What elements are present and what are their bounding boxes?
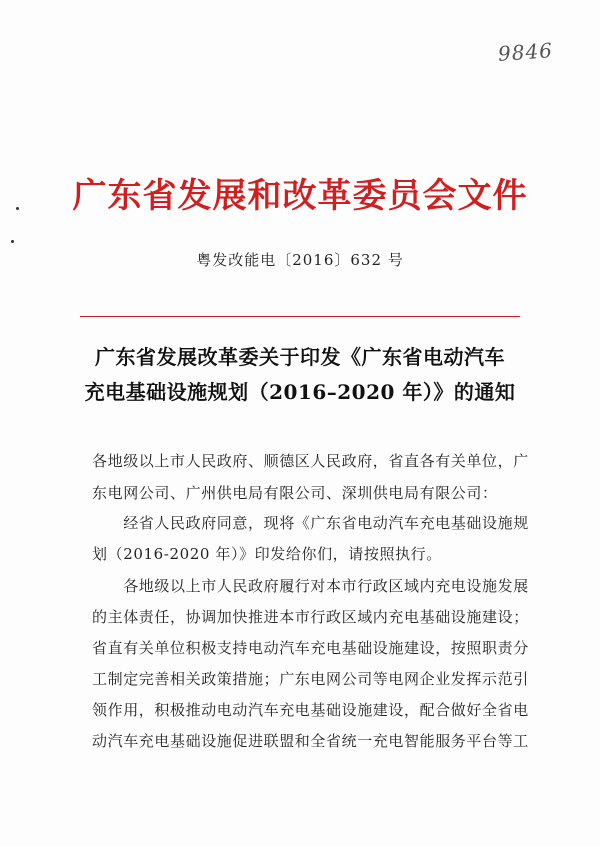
handwritten-number: 9846 [497,38,554,66]
red-separator-line [80,316,520,317]
body-line: 划（2016-2020 年）》印发给你们，请按照执行。 [92,545,442,563]
document-number: 粤发改能电〔2016〕632 号 [196,251,404,269]
body-line: 各地级以上市人民政府履行对本市行政区域内充电设施发展 [92,577,529,595]
body-line: 东电网公司、广州供电局有限公司、深圳供电局有限公司： [92,484,498,502]
body-line: 动汽车充电基础设施促进联盟和全省统一充电智能服务平台等工 [92,732,529,750]
document-title-line-1: 广东省发展改革委关于印发《广东省电动汽车 [95,345,505,369]
scan-mark [11,240,14,243]
body-line: 经省人民政府同意，现将《广东省电动汽车充电基础设施规 [92,514,529,532]
document-title-line-2: 充电基础设施规划（2016–2020 年）》的通知 [84,380,516,404]
body-line: 领作用，积极推动电动汽车充电基础设施建设，配合做好全省电 [92,701,529,719]
body-line: 工制定完善相关政策措施；广东电网公司等电网企业发挥示范引 [92,670,529,688]
body-line: 各地级以上市人民政府、顺德区人民政府，省直各有关单位，广 [92,452,529,470]
body-line: 的主体责任，协调加快推进本市行政区域内充电基础设施建设； [92,608,529,626]
body-line: 省直有关单位积极支持电动汽车充电基础设施建设，按照职责分 [92,639,529,657]
issuer-header: 广东省发展和改革委员会文件 [72,176,528,216]
